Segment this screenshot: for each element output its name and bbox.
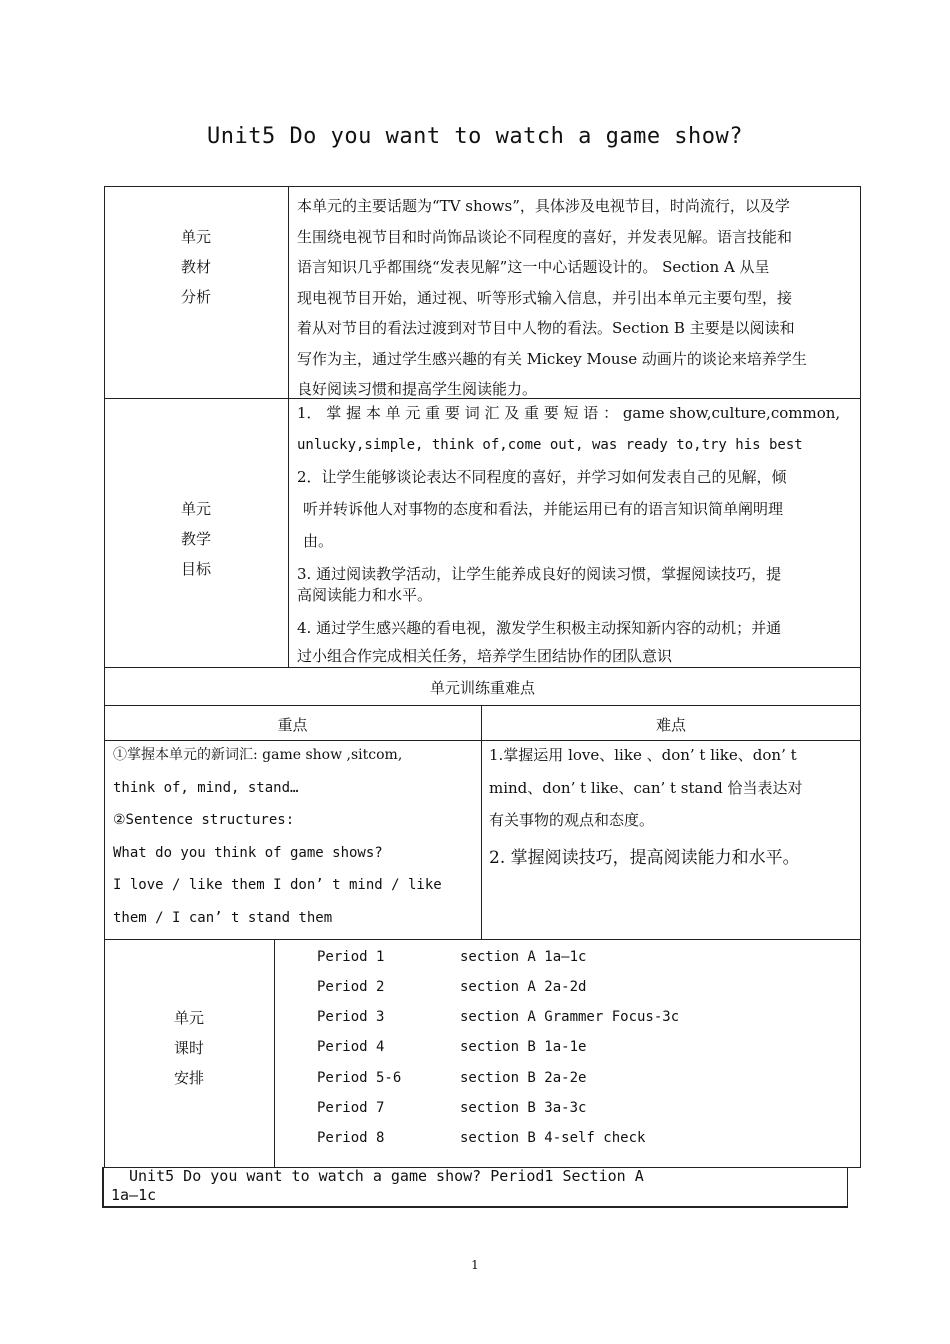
goal-2: 2．让学生能够谈论表达不同程度的喜好，并学习如何发表自己的见解，倾 听并转诉他人对事物的态度和看法，并能运用已有的语言知识简单阐明理 由。	[297, 468, 787, 550]
difficult-points-header: 难点	[655, 716, 686, 734]
difficult-points-text: 1.掌握运用 love、like 、don’ t like、don’ t mind、don’ t like、can’ t stand 恰当表达对 有关事物的观点和态度。	[489, 746, 803, 829]
goal-1: 1． 掌 握 本 单 元 重 要 词 汇 及 重 要 短 语 ： game show,culture,common, unlucky,simple, think of,come out, was ready to,try his best	[297, 404, 841, 453]
period-row: Period 7 section B 3a-3c	[317, 1100, 587, 1116]
difficult-point-2: 2. 掌握阅读技巧，提高阅读能力和水平。	[489, 848, 800, 868]
period-row: Period 2 section A 2a-2d	[317, 979, 587, 995]
key-points-text: ①掌握本单元的新词汇: game show ,sitcom, think of, mind, stand… ②Sentence structures: What do you think of game shows? I love / like them I don’ t mind / like them / I can’ t stand them	[113, 747, 442, 926]
period-row: Period 1 section A 1a—1c	[317, 949, 587, 965]
goal-3: 3. 通过阅读教学活动，让学生能养成良好的阅读习惯，掌握阅读技巧，提 高阅读能力和水平。	[297, 565, 782, 604]
period-row: Period 8 section B 4-self check	[317, 1130, 646, 1146]
period-row: Period 5-6 section B 2a-2e	[317, 1070, 587, 1086]
difficulty-heading: 单元训练重难点	[429, 679, 535, 697]
schedule-label: 单元 课时 安排	[173, 1009, 204, 1087]
goals-label: 单元 教学 目标	[180, 500, 211, 578]
period-row: Period 4 section B 1a-1e	[317, 1039, 587, 1055]
analysis-text: 本单元的主要话题为“TV shows”，具体涉及电视节目，时尚流行，以及学 生围绕电视节目和时尚饰品谈论不同程度的喜好，并发表见解。语言技能和 语言知识几乎都围绕“发表见解”这一中心话题设计的。 Section A 从呈 现电视节目开始，通过视、听等形式输入信息，并引出本单元主要句型，接 着从对节目的看法过渡到对节目中人物的看法。Section B 主要是以阅读和 写作为主，通过学生感兴趣的有关 Mickey Mouse 动画片的谈论来培养学生 良好阅读习惯和提高学生阅读能力。	[297, 197, 807, 398]
goal-4: 4. 通过学生感兴趣的看电视，激发学生积极主动探知新内容的动机；并通 过小组合作完成相关任务，培养学生团结协作的团队意识	[297, 619, 782, 665]
period-row: Period 3 section A Grammer Focus-3c	[317, 1009, 680, 1025]
page-title: Unit5 Do you want to watch a game show?	[206, 124, 744, 149]
analysis-label: 单元 教材 分析	[180, 228, 211, 306]
page-number: 1	[471, 1258, 479, 1272]
period-header-text: Unit5 Do you want to watch a game show? Period1 Section A 1a—1c	[111, 1167, 644, 1204]
key-points-header: 重点	[277, 716, 308, 734]
